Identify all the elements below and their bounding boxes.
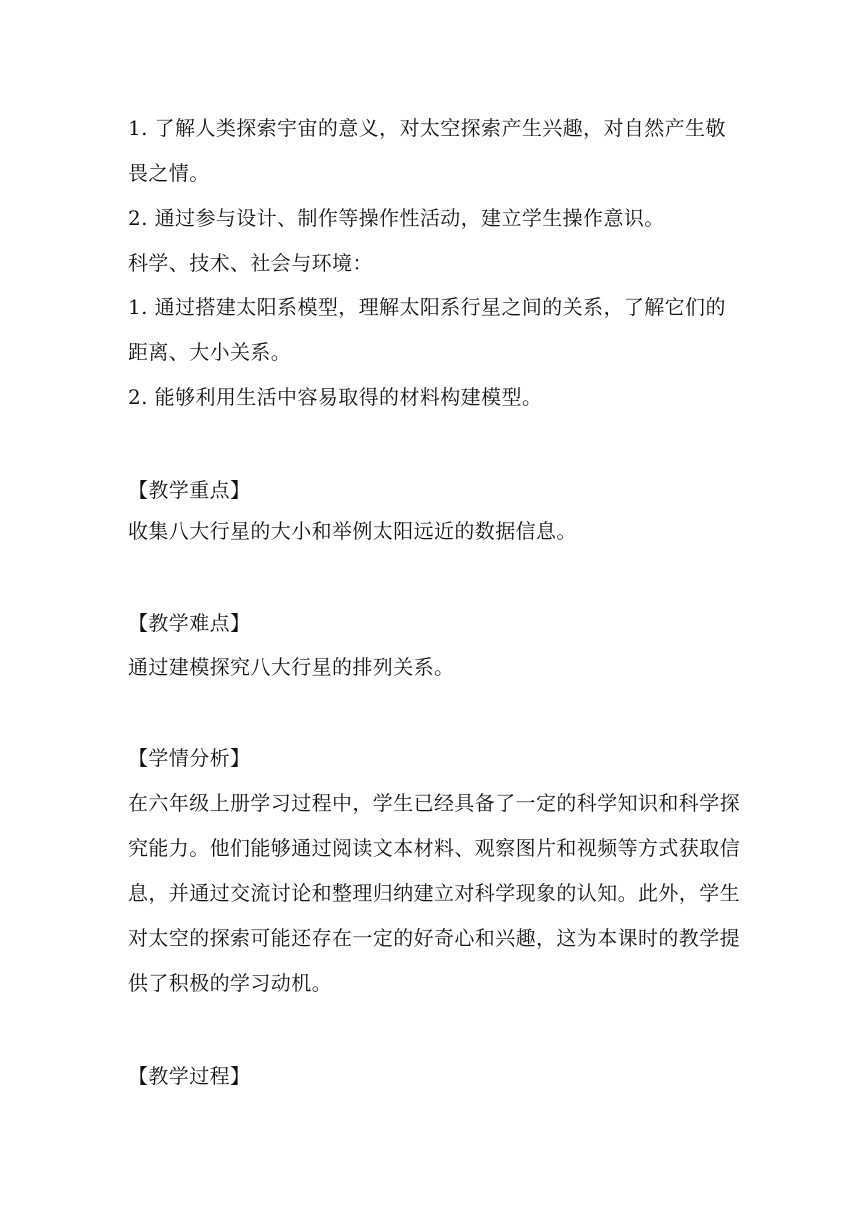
sts-goal-1-line-1: 1. 通过搭建太阳系模型，理解太阳系行星之间的关系，了解它们的	[128, 295, 726, 319]
student-analysis-line-4: 对太空的探索可能还存在一定的好奇心和兴趣，这为本课时的教学提	[128, 926, 740, 950]
difficulties-text: 通过建模探究八大行星的排列关系。	[128, 655, 455, 679]
key-points-heading: 【教学重点】	[128, 478, 251, 502]
emotion-goal-1-line-1: 1. 了解人类探索宇宙的意义，对太空探索产生兴趣，对自然产生敬	[128, 116, 726, 140]
sts-heading: 科学、技术、社会与环境：	[128, 251, 373, 275]
student-analysis-line-1: 在六年级上册学习过程中，学生已经具备了一定的科学知识和科学探	[128, 791, 740, 815]
sts-goal-1-line-2: 距离、大小关系。	[128, 340, 292, 364]
student-analysis-line-5: 供了积极的学习动机。	[128, 971, 332, 995]
emotion-goal-1-line-2: 畏之情。	[128, 161, 210, 185]
student-analysis-line-3: 息，并通过交流讨论和整理归纳建立对科学现象的认知。此外，学生	[128, 881, 740, 905]
process-heading: 【教学过程】	[128, 1064, 251, 1088]
sts-goal-2: 2. 能够利用生活中容易取得的材料构建模型。	[128, 385, 543, 409]
key-points-text: 收集八大行星的大小和举例太阳远近的数据信息。	[128, 519, 577, 543]
emotion-goal-2: 2. 通过参与设计、制作等操作性活动，建立学生操作意识。	[128, 206, 665, 230]
difficulties-heading: 【教学难点】	[128, 611, 251, 635]
student-analysis-line-2: 究能力。他们能够通过阅读文本材料、观察图片和视频等方式获取信	[128, 836, 740, 860]
student-analysis-heading: 【学情分析】	[128, 746, 251, 770]
